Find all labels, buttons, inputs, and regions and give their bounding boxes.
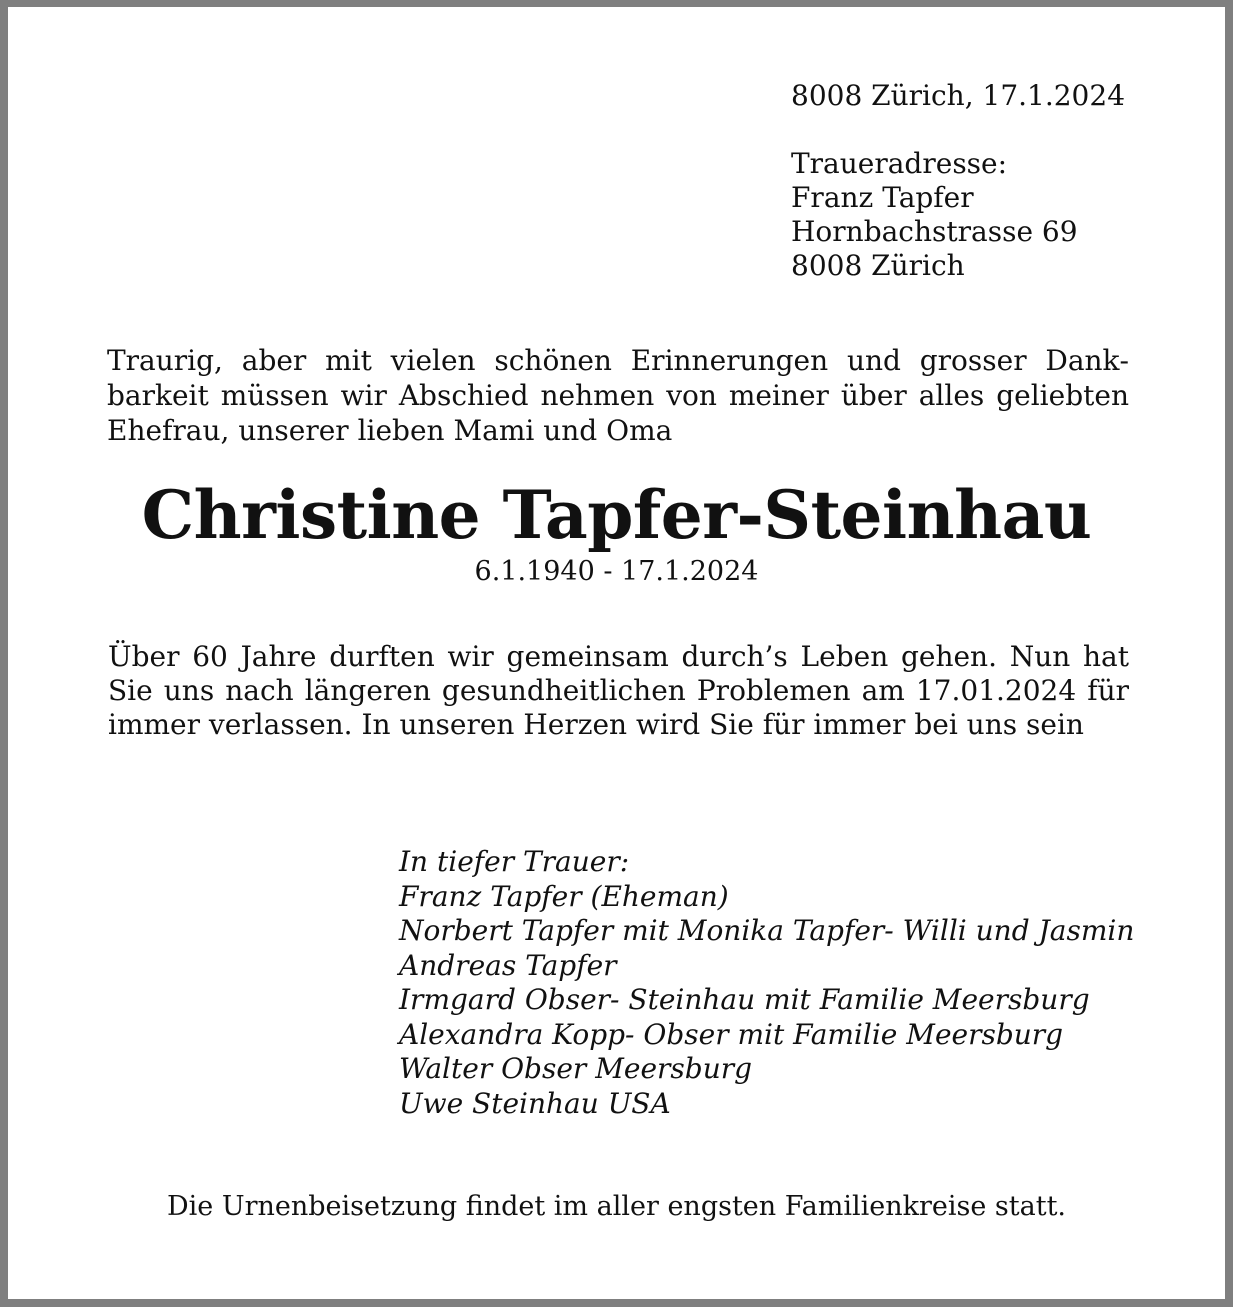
obituary-page [8, 7, 1225, 1299]
deceased-name: Christine Tapfer-Steinhau [141, 476, 1092, 554]
address-city: 8008 Zürich [791, 249, 965, 282]
life-dates: 6.1.1940 - 17.1.2024 [474, 556, 759, 587]
mourner-name: Alexandra Kopp- Obser mit Familie Meersburg [399, 1017, 1064, 1051]
mourner-name: Walter Obser Meersburg [399, 1052, 753, 1085]
intro-paragraph: Traurig, aber mit vielen schönen Erinnerungen und grosser Dankbarkeit müssen wir Abschied nehmen von meiner über alles geliebten Ehefrau, unserer lieben Mami und Oma [107, 344, 1129, 447]
address-street: Hornbachstrasse 69 [791, 215, 1078, 248]
mourner-name: Norbert Tapfer mit Monika Tapfer- Willi und Jasmin [399, 914, 1135, 947]
mourner-name: Irmgard Obser- Steinhau mit Familie Meersburg [399, 983, 1090, 1016]
sender-block [791, 79, 1211, 283]
body-paragraph: Über 60 Jahre durften wir gemeinsam durch’s Leben gehen. Nun hat Sie uns nach längeren gesundheitlichen Problemen am 17.01.2024 für immer verlassen. In unseren Herzen wird Sie für immer bei uns sein [108, 640, 1129, 741]
burial-note: Die Urnenbeisetzung findet im aller engsten Familienkreise statt. [166, 1191, 1067, 1222]
mourners-heading: In tiefer Trauer: [399, 845, 630, 878]
place-date: 8008 Zürich, 17.1.2024 [791, 79, 1126, 112]
mourner-name: Franz Tapfer (Eheman) [399, 879, 729, 913]
address-label: Traueradresse: [791, 147, 1008, 180]
mourner-name: Andreas Tapfer [399, 948, 617, 982]
address-name: Franz Tapfer [791, 181, 974, 214]
mourners-list [399, 845, 1159, 1121]
mourner-name: Uwe Steinhau USA [399, 1086, 671, 1120]
